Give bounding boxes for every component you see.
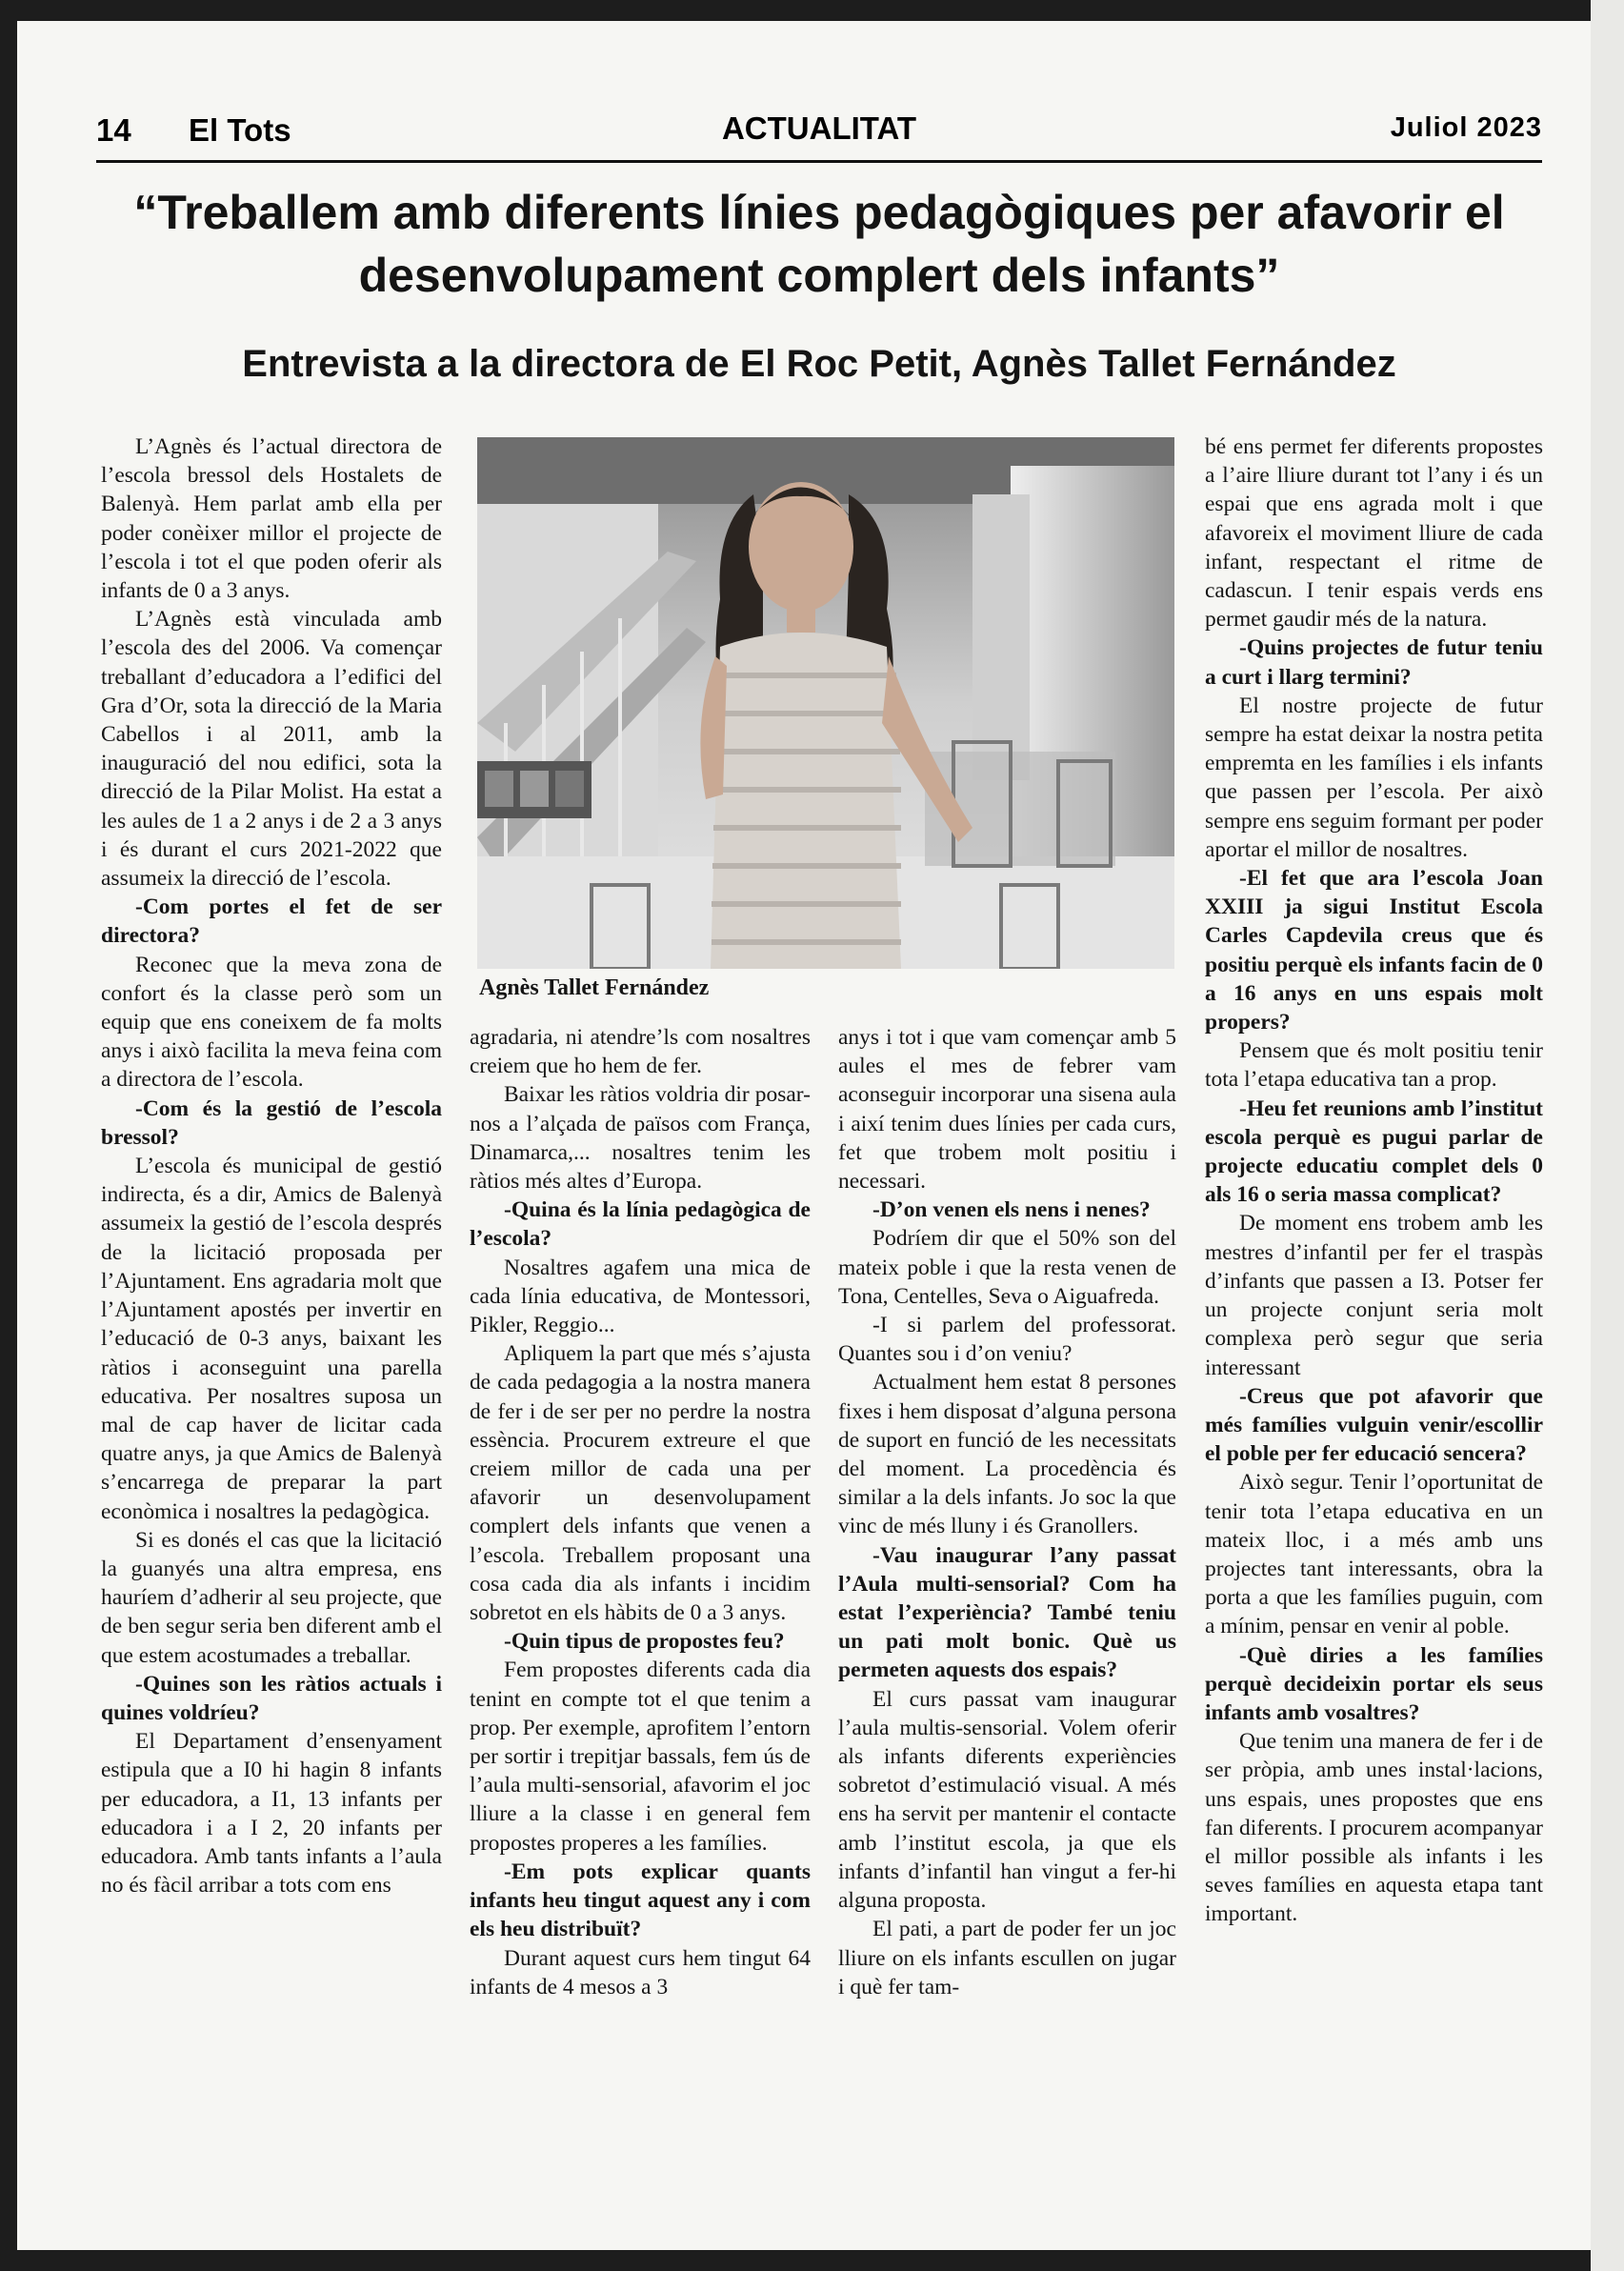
article-paragraph: L’escola és municipal de gestió indirecta, és a dir, Amics de Balenyà assumeix la gestió de l’escola després de la licitació proposada per l’Ajuntament. Ens agradaria molt que l’Ajuntament apostés per invertir en l’educació de 0-3 anys, baixant les ràtios i aconseguint una parella educativa. Per nosaltres suposa un mal de cap haver de licitar cada quatre anys, ja que Amics de Balenyà s’encarrega de preparar la part econòmica i nosaltres la pedagògica. xyxy=(101,1154,442,1524)
article-title: “Treballem amb diferents línies pedagògiques per afavorir el desenvolupament complert dels infants” xyxy=(133,186,1505,302)
article-column-4 xyxy=(1205,432,1543,1929)
article-paragraph: bé ens permet fer diferents propostes a l’aire lliure durant tot l’any i és un espai que ens agrada molt i que afavoreix el moviment lliure de cada infant, respectant el ritme de cadascun. I tenir espais verds ens permet gaudir més de la natura. xyxy=(1205,434,1543,633)
page-header xyxy=(96,103,1542,163)
article-paragraph: L’Agnès està vinculada amb l’escola des del 2006. Va començar treballant d’educadora a l’edifici del Gra d’Or, sota la direcció de la Maria Cabellos i al 2011, amb la inauguració del nou edifici, sota la direcció de la Pilar Molist. Ha estat a les aules de 1 a 2 anys i de 2 a 3 anys i és durant el curs 2021-2022 que assumeix la direcció de l’escola. xyxy=(101,607,442,892)
interview-question: -Quines son les ràtios actuals i quines voldríeu? xyxy=(101,1671,442,1725)
interview-question: -Em pots explicar quants infants heu tingut aquest any i com els heu distribuït? xyxy=(470,1859,811,1942)
interview-question: -Quins projectes de futur teniu a curt i llarg termini? xyxy=(1205,635,1543,690)
article-paragraph: El curs passat vam inaugurar l’aula multis-sensorial. Volem oferir als infants diferents experiències sobretot d’estimulació visual. A més ens ha servit per mantenir el contacte amb l’institut escola, ja que els infants d’infantil han vingut a fer-hi alguna proposta. xyxy=(838,1686,1176,1914)
article-paragraph: Pensem que és molt positiu tenir tota l’etapa educativa tan a prop. xyxy=(1205,1038,1543,1093)
section-title: ACTUALITAT xyxy=(721,111,917,146)
newspaper-page xyxy=(17,21,1591,2250)
article-paragraph: Baixar les ràtios voldria dir posar-nos a l’alçada de països com França, Dinamarca,... nosaltres tenim les ràtios més altes d’Europa. xyxy=(470,1082,811,1195)
interview-question: -Quin tipus de propostes feu? xyxy=(504,1629,785,1655)
interview-question: -Què diries a les famílies perquè decideixin portar els seus infants amb vosaltres? xyxy=(1205,1642,1543,1725)
article-paragraph: Que tenim una manera de fer i de ser pròpia, amb unes instal·lacions, uns espais, unes propostes que ens fan diferents. I procurem acompanyar el millor possible als infants i les seves famílies en aquesta etapa tant important. xyxy=(1205,1729,1543,1927)
article-subtitle: Entrevista a la directora de El Roc Petit, Agnès Tallet Fernández xyxy=(242,343,1396,385)
interview-question: -Com és la gestió de l’escola bressol? xyxy=(101,1095,442,1150)
portrait-photo xyxy=(477,437,1174,969)
page-number: 14 xyxy=(96,112,131,148)
article-paragraph: Nosaltres agafem una mica de cada línia educativa, de Montessori, Pikler, Reggio... xyxy=(470,1255,811,1338)
interview-question: -Creus que pot afavorir que més famílies vulguin venir/escollir el poble per fer educació sencera? xyxy=(1205,1383,1543,1467)
interview-question: -Quina és la línia pedagògica de l’escola? xyxy=(470,1197,811,1252)
interview-question: -Heu fet reunions amb l’institut escola perquè es pugui parlar de projecte educatiu complet dels 0 als 16 o seria massa complicat? xyxy=(1205,1095,1543,1208)
adjacent-page-edge xyxy=(1591,0,1624,2271)
interview-question: -El fet que ara l’escola Joan XXIII ja sigui Institut Escola Carles Capdevila creus que és positiu perquè els infants facin de 0 a 16 anys en uns espais molt propers? xyxy=(1205,866,1543,1035)
publication-name: El Tots xyxy=(189,112,291,148)
article-paragraph: Durant aquest curs hem tingut 64 infants de 4 mesos a 3 xyxy=(470,1945,811,2000)
article-column-1 xyxy=(101,432,442,1899)
article-paragraph: Podríem dir que el 50% son del mateix poble i que la resta venen de Tona, Centelles, Seva o Aiguafreda. xyxy=(838,1226,1176,1309)
article-paragraph: De moment ens trobem amb les mestres d’infantil per fer el traspàs d’infants que passen a I3. Potser fer un projecte conjunt seria molt complexa però segur que seria interessant xyxy=(1205,1211,1543,1380)
article-column-2 xyxy=(470,1023,811,2001)
article-paragraph: El pati, a part de poder fer un joc lliure on els infants escullen on jugar i què fer tam- xyxy=(838,1917,1176,2000)
article-paragraph: Si es donés el cas que la licitació la guanyés una altra empresa, ens hauríem d’adherir al seu projecte, que de ben segur seria ben diferent amb el que estem acostumades a treballar. xyxy=(101,1527,442,1668)
article-paragraph: Apliquem la part que més s’ajusta de cada pedagogia a la nostra manera de fer i de ser per no perdre la nostra essència. Procurem extreure el que creiem millor de cada una per afavorir un desenvolupament complert dels infants que venen a l’escola. Treballem proposant una cosa cada dia als infants i incidim sobretot en els hàbits de 0 a 3 anys. xyxy=(470,1341,811,1626)
article-paragraph: Reconec que la meva zona de confort és la classe però som un equip que ens coneixem de fa molts anys i això facilita la meva feina com a directora de l’escola. xyxy=(101,952,442,1093)
issue-date: Juliol 2023 xyxy=(1390,112,1542,143)
article-paragraph: Fem propostes diferents cada dia tenint en compte tot el que tenim a prop. Per exemple, aprofitem l’entorn per sortir i trepitjar bassals, fem ús de l’aula multi-sensorial, afavorim el joc lliure a la classe i en general fem propostes properes a les famílies. xyxy=(470,1658,811,1856)
article-paragraph: El Departament d’ensenyament estipula que a I0 hi hagin 8 infants per educadora, a I1, 13 infants per educadora i a I 2, 20 infants per educadora. Amb tants infants a l’aula no és fàcil arribar a tots com ens xyxy=(101,1729,442,1899)
article-column-3 xyxy=(838,1023,1176,2001)
article-paragraph: anys i tot i que vam començar amb 5 aules el mes de febrer vam aconseguir incorporar una sisena aula i així tenim dues línies per cada curs, fet que trobem molt positiu i necessari. xyxy=(838,1025,1176,1195)
photo-caption: Agnès Tallet Fernández xyxy=(479,975,710,1000)
article-paragraph: agradaria, ni atendre’ls com nosaltres creiem que ho hem de fer. xyxy=(470,1025,811,1079)
article-paragraph: -I si parlem del professorat. Quantes sou i d’on veniu? xyxy=(838,1313,1176,1367)
article-paragraph: L’Agnès és l’actual directora de l’escola bressol dels Hostalets de Balenyà. Hem parlat amb ella per poder conèixer millor el projecte de l’escola i tot el que poden oferir als infants de 0 a 3 anys. xyxy=(101,434,442,604)
interview-question: -Com portes el fet de ser directora? xyxy=(101,894,442,949)
article-paragraph: El nostre projecte de futur sempre ha estat deixar la nostra petita empremta en les famílies i els infants que passen per l’escola. Per això sempre ens seguim formant per poder aportar el millor de nosaltres. xyxy=(1205,693,1543,862)
interview-question: -Vau inaugurar l’any passat l’Aula multi-sensorial? Com ha estat l’experiència? També teniu un pati molt bonic. Què us permeten aquests dos espais? xyxy=(838,1542,1176,1683)
interview-question: -D’on venen els nens i nenes? xyxy=(872,1197,1151,1223)
article-paragraph: Actualment hem estat 8 persones fixes i hem disposat d’alguna persona de suport en funció de les necessitats del moment. La procedència és similar a la dels infants. Jo soc la que vinc de més lluny i és Granollers. xyxy=(838,1370,1176,1539)
article-paragraph: Això segur. Tenir l’oportunitat de tenir tota l’etapa educativa en un mateix lloc, i a més amb uns projectes tant interessants, obra la porta a que les famílies puguin, com a mínim, pensar en venir al poble. xyxy=(1205,1470,1543,1639)
